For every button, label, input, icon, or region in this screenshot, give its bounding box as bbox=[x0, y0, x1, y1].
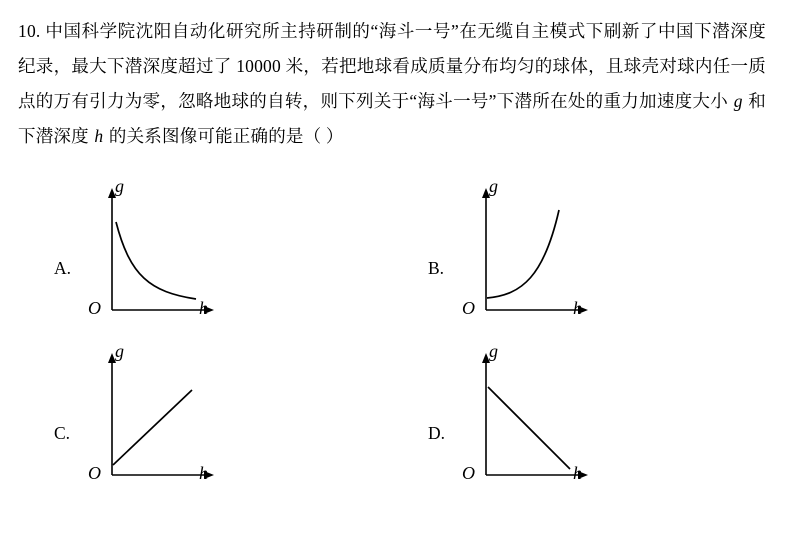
option-a-origin-label: O bbox=[88, 297, 101, 318]
option-a-graph bbox=[66, 175, 236, 330]
option-c-label: C. bbox=[54, 423, 71, 443]
curve-b bbox=[487, 210, 559, 298]
option-c[interactable] bbox=[18, 337, 392, 502]
option-b-graph bbox=[440, 175, 610, 330]
option-a[interactable] bbox=[18, 172, 392, 337]
option-c-graph bbox=[66, 340, 236, 495]
option-d-origin-label: O bbox=[462, 462, 475, 483]
symbol-h: h bbox=[94, 126, 104, 146]
option-a-y-label: g bbox=[115, 175, 124, 196]
symbol-g: g bbox=[733, 91, 743, 111]
option-d-y-label: g bbox=[489, 340, 498, 361]
option-d-graph bbox=[440, 340, 610, 495]
options-row-bottom bbox=[18, 337, 766, 502]
option-d-label: D. bbox=[428, 423, 446, 443]
option-b-y-label: g bbox=[489, 175, 498, 196]
question-statement bbox=[18, 14, 766, 154]
option-a-x-label: h bbox=[199, 297, 208, 318]
options-grid bbox=[18, 172, 766, 502]
question-text-part3: 和下潜深度 bbox=[18, 91, 767, 146]
option-b-x-label: h bbox=[573, 297, 582, 318]
option-b[interactable] bbox=[392, 172, 766, 337]
option-c-origin-label: O bbox=[88, 462, 101, 483]
question-text-part2: 速度大小 bbox=[656, 91, 733, 111]
option-a-label: A. bbox=[54, 258, 72, 278]
option-c-y-label: g bbox=[115, 340, 124, 361]
question-text-part1: 10. 中国科学院沈阳自动化研究所主持研制的“海斗一号”在无缆自主模式下刷新了中国下潜深度纪录，最大下潜深度超过了 10000 米，若把地球看成质量分布均匀的球体，且球壳对球内任一质点的万有引力为零，忽略地球的自转，则下列关于“海斗一号”下潜所在处的重力加 bbox=[18, 21, 766, 111]
option-d[interactable] bbox=[392, 337, 766, 502]
option-b-label: B. bbox=[428, 258, 445, 278]
curve-c bbox=[113, 390, 192, 465]
option-c-x-label: h bbox=[199, 462, 208, 483]
curve-a bbox=[116, 222, 196, 299]
options-row-top bbox=[18, 172, 766, 337]
option-d-x-label: h bbox=[573, 462, 582, 483]
curve-d bbox=[488, 387, 570, 469]
option-b-origin-label: O bbox=[462, 297, 475, 318]
question-text-part4: 的关系图像可能正确的是（ ） bbox=[104, 126, 344, 146]
